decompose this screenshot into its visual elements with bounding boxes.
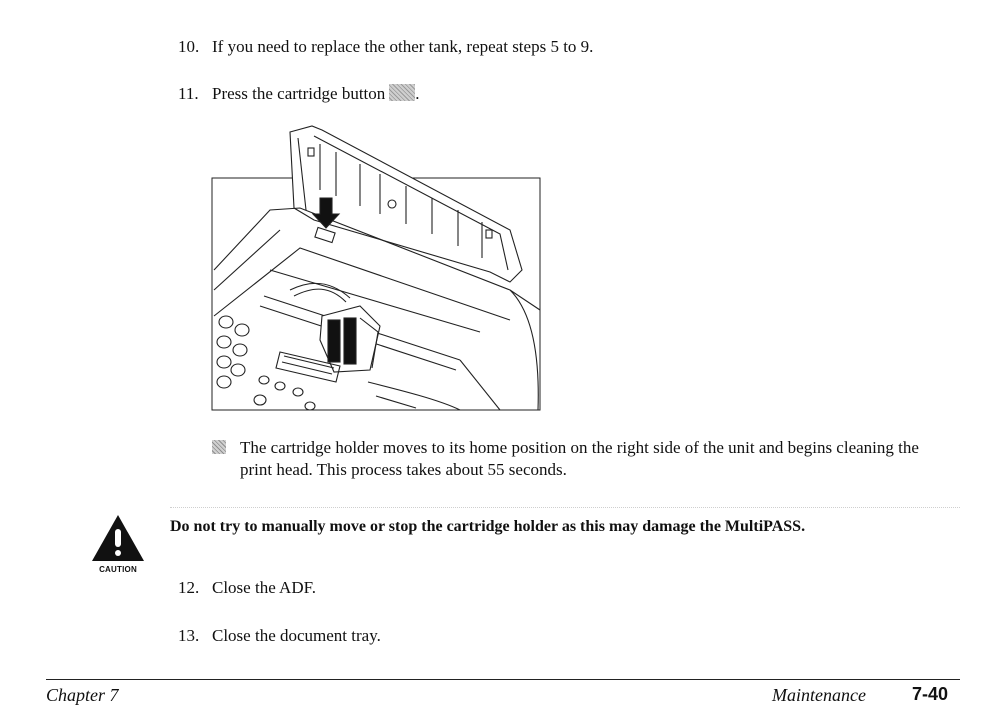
step-text: If you need to replace the other tank, repeat steps 5 to 9.: [212, 37, 594, 56]
caution-triangle-icon: [90, 513, 146, 563]
step-suffix: .: [415, 84, 420, 103]
divider: [170, 507, 960, 508]
step-13: [178, 625, 381, 647]
step-number: 12.: [178, 578, 200, 597]
result-marker-icon: [212, 440, 226, 454]
step-number: 13.: [178, 626, 200, 645]
cartridge-button-icon: [389, 84, 415, 101]
step-number: 10.: [178, 37, 200, 56]
step-text: Close the ADF.: [212, 578, 316, 597]
note-text: The cartridge holder moves to its home position on the right side of the unit and begins cleaning the print head. This process takes about 55 seconds.: [240, 438, 919, 479]
step-12: [178, 577, 316, 599]
result-note: [212, 437, 952, 481]
caution-badge: [86, 513, 150, 574]
footer-rule: [46, 679, 960, 680]
step-number: 11.: [178, 84, 199, 103]
page-number: 7-40: [912, 684, 949, 704]
step-text: Close the document tray.: [212, 626, 381, 645]
fax-machine-open-cover-illustration: [210, 120, 542, 414]
step-text: Press the cartridge button: [212, 84, 386, 103]
footer-section: Maintenance: [772, 685, 866, 705]
step-10: [178, 36, 593, 58]
caution-label: CAUTION: [99, 565, 137, 574]
step-11: [178, 83, 420, 105]
footer-chapter: Chapter 7: [46, 685, 119, 705]
caution-text: Do not try to manually move or stop the cartridge holder as this may damage the MultiPASS.: [170, 518, 806, 535]
